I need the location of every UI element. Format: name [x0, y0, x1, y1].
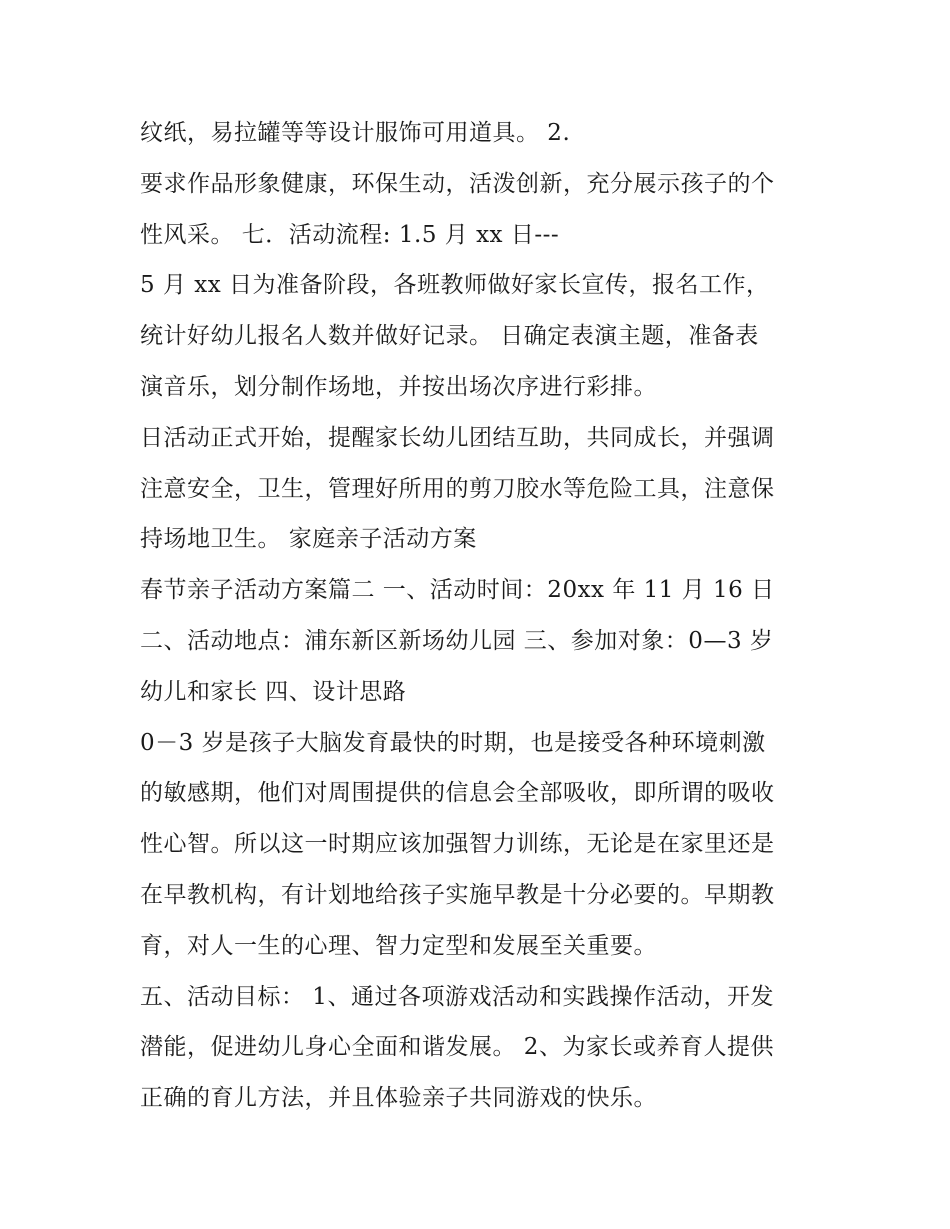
text-line: 演音乐，划分制作场地，并按出场次序进行彩排。 — [140, 373, 657, 400]
text-line: 要求作品形象健康，环保生动，活泼创新，充分展示孩子的个 — [140, 170, 775, 197]
text-line: 育，对人一生的心理、智力定型和发展至关重要。 — [140, 932, 657, 959]
text-line: 在早教机构，有计划地给孩子实施早教是十分必要的。早期教 — [140, 881, 775, 908]
text-line: 持场地卫生。 家庭亲子活动方案 — [140, 526, 477, 553]
text-line: 五、活动目标： 1、通过各项游戏活动和实践操作活动，开发 — [140, 983, 774, 1010]
text-line: 春节亲子活动方案篇二 一、活动时间：20xx 年 11 月 16 日 — [140, 577, 775, 604]
text-line: 正确的育儿方法，并且体验亲子共同游戏的快乐。 — [140, 1085, 657, 1112]
text-line: 日活动正式开始，提醒家长幼儿团结互助，共同成长，并强调 — [140, 424, 775, 451]
text-line: 潜能，促进幼儿身心全面和谐发展。 2、为家长或养育人提供 — [140, 1034, 774, 1061]
text-line: 的敏感期，他们对周围提供的信息会全部吸收，即所谓的吸收 — [140, 780, 775, 807]
body-text — [140, 108, 830, 1124]
text-line: 0－3 岁是孩子大脑发育最快的时期，也是接受各种环境刺激 — [140, 729, 766, 756]
text-line: 注意安全，卫生，管理好所用的剪刀胶水等危险工具，注意保 — [140, 475, 775, 502]
text-line: 纹纸，易拉罐等等设计服饰可用道具。 2. — [140, 120, 571, 146]
text-line: 统计好幼儿报名人数并做好记录。 日确定表演主题，准备表 — [140, 323, 759, 350]
text-line: 5 月 xx 日为准备阶段，各班教师做好家长宣传，报名工作， — [140, 272, 770, 299]
text-line: 幼儿和家长 四、设计思路 — [140, 678, 407, 705]
text-line: 二、活动地点：浦东新区新场幼儿园 三、参加对象：0—3 岁 — [140, 627, 774, 654]
text-line: 性风采。 七．活动流程: 1.5 月 xx 日--- — [140, 221, 560, 248]
text-line: 性心智。所以这一时期应该加强智力训练，无论是在家里还是 — [140, 831, 775, 858]
